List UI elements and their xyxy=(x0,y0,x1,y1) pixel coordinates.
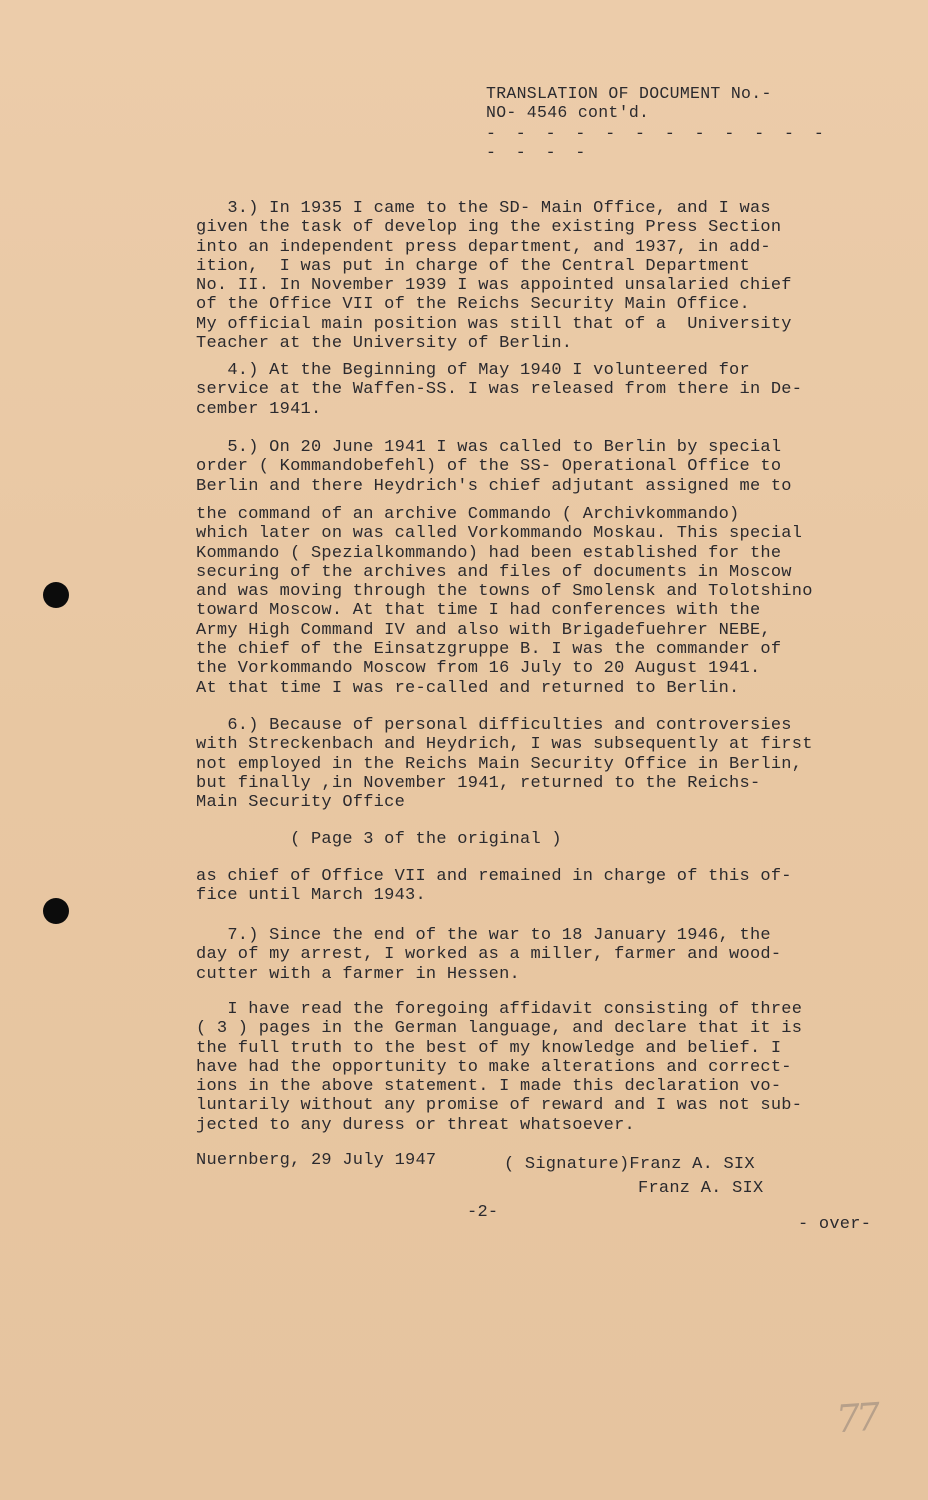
binder-hole-icon xyxy=(43,582,69,608)
signature-line: ( Signature)Franz A. SIX xyxy=(504,1155,755,1174)
affidavit-statement: I have read the foregoing affidavit consisting of three ( 3 ) pages in the German language, and declare that it is the full truth to the best of my knowledge and belief. I have had the opportunity to make alterations and correct- ions in the above statement. I made this declaration vo- luntarily without any promise of reward and I was not sub- jected to any duress or threat whatsoever. xyxy=(196,1000,803,1135)
place-and-date: Nuernberg, 29 July 1947 xyxy=(196,1151,437,1170)
paragraph-4: 4.) At the Beginning of May 1940 I volunteered for service at the Waffen-SS. I was released from there in De- cember 1941. xyxy=(196,361,803,419)
header-dash-rule: - - - - - - - - - - - - - - - - xyxy=(486,124,829,162)
header-document-number: NO- 4546 cont'd. xyxy=(486,103,650,122)
handwritten-folio-number: 77 xyxy=(834,1394,878,1442)
paragraph-5-part-2: the command of an archive Commando ( Archivkommando) which later on was called Vorkommando Moskau. This special Kommando ( Spezialkommando) had been established for the securing of the archives and files of documents in Moscow and was moving through the towns of Smolensk and Tolotshino toward Moscow. At that time I had conferences with the Army High Command IV and also with Brigadefuehrer NEBE, the chief of the Einsatzgruppe B. I was the commander of the Vorkommando Moscow from 16 July to 20 August 1941. At that time I was re-called and returned to Berlin. xyxy=(196,505,813,698)
over-marker: - over- xyxy=(798,1215,872,1234)
typed-signature-name: Franz A. SIX xyxy=(638,1179,764,1198)
paragraph-6: 6.) Because of personal difficulties and controversies with Streckenbach and Heydrich, I was subsequently at first not employed in the Reichs Main Security Office in Berlin, but finally ,in November 1941, returned to the Reichs- Main Security Office xyxy=(196,716,813,813)
paragraph-3: 3.) In 1935 I came to the SD- Main Office, and I was given the task of develop ing the existing Press Section into an independent press department, and 1937, in add- ition, I was put in charge of the Central Department No. II. In November 1939 I was appointed unsalaried chief of the Office VII of the Reichs Security Main Office. My official main position was still that of a University Teacher at the University of Berlin. xyxy=(196,199,792,354)
original-page-reference: ( Page 3 of the original ) xyxy=(196,830,562,849)
paragraph-5-part-1: 5.) On 20 June 1941 I was called to Berlin by special order ( Kommandobefehl) of the SS- Operational Office to Berlin and there Heydrich's chief adjutant assigned me to xyxy=(196,438,792,496)
paragraph-7: 7.) Since the end of the war to 18 January 1946, the day of my arrest, I worked as a miller, farmer and wood- cutter with a farmer in Hessen. xyxy=(196,926,782,984)
document-header xyxy=(486,84,846,162)
binder-hole-icon xyxy=(43,898,69,924)
header-title: TRANSLATION OF DOCUMENT No.- xyxy=(486,84,772,103)
paragraph-6-continued: as chief of Office VII and remained in charge of this of- fice until March 1943. xyxy=(196,867,792,906)
page-number: -2- xyxy=(467,1203,499,1222)
